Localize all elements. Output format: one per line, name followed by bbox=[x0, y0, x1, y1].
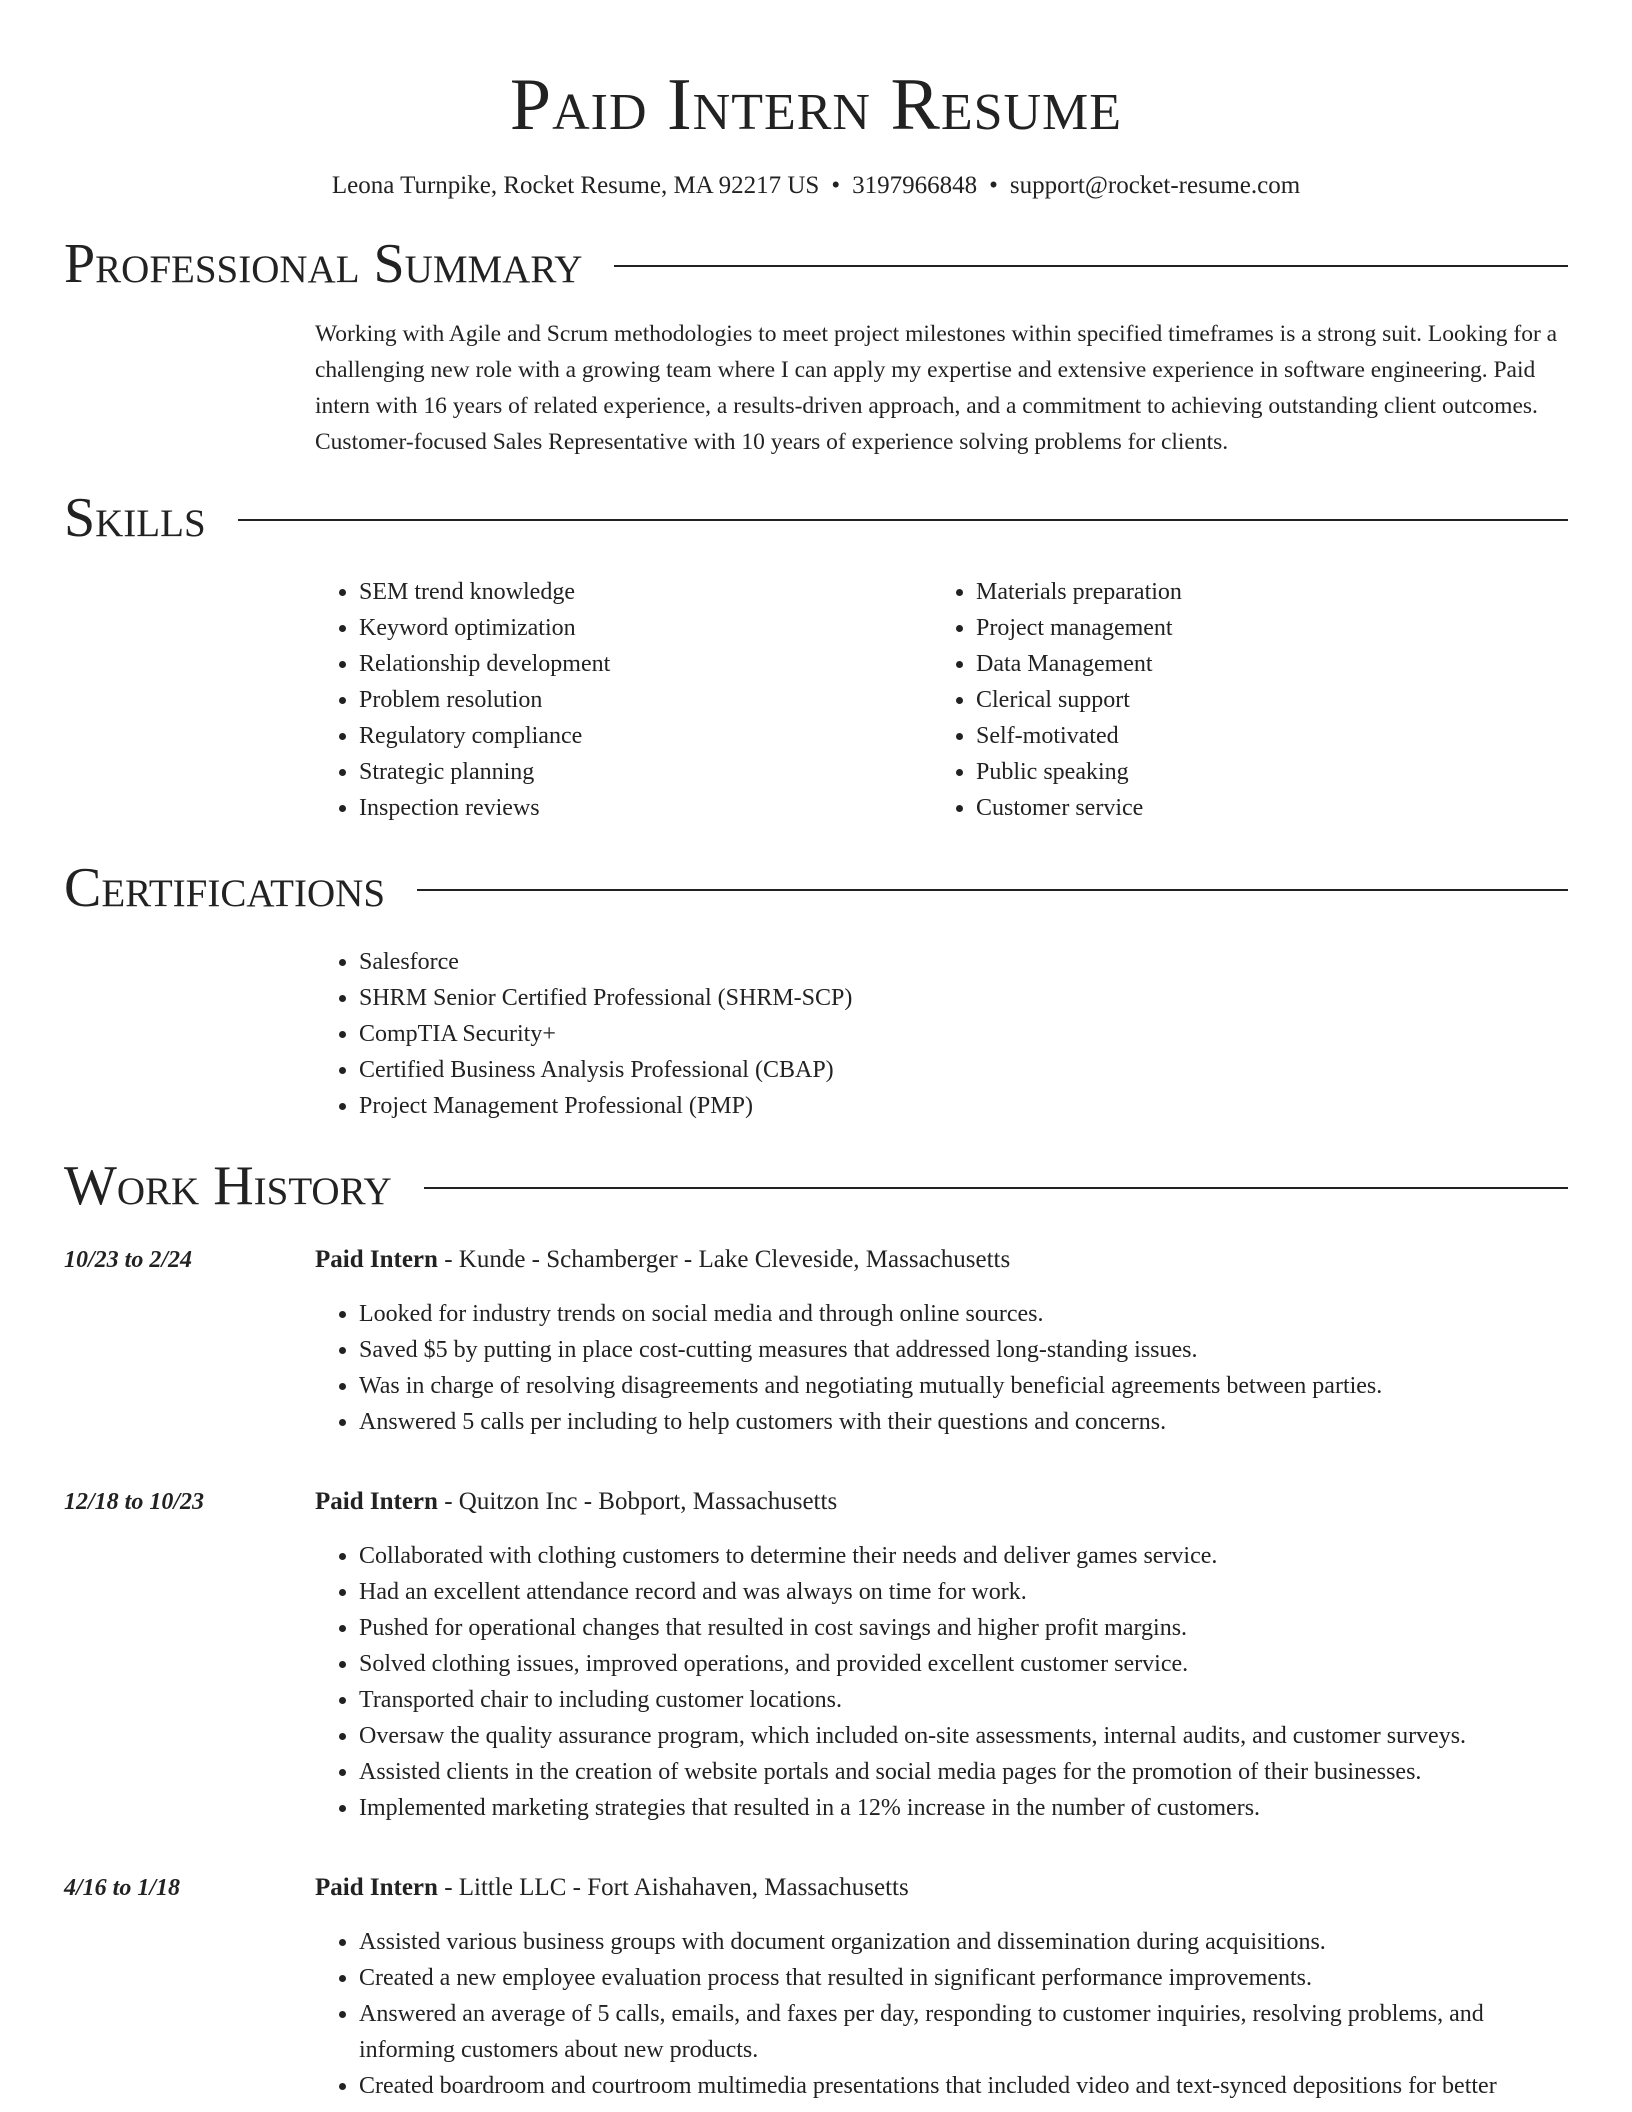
job-header bbox=[64, 1242, 1568, 1278]
skill-item: • Problem resolution bbox=[359, 682, 932, 718]
work-section-header bbox=[64, 1154, 1568, 1218]
skill-item: • Strategic planning bbox=[359, 754, 932, 790]
summary-text: Working with Agile and Scrum methodologies to meet project milestones within specified timeframes is a strong suit. Looking for a challenging new role with a growing team where I can apply my expertise and extensive experience in software engineering. Paid intern with 16 years of related experience, a results-driven approach, and a commitment to achieving outstanding client outcomes. Customer-focused Sales Representative with 10 years of experience solving problems for clients. bbox=[315, 321, 1558, 455]
contact-separator: • bbox=[989, 172, 998, 199]
job-header bbox=[64, 1484, 1568, 1520]
section-divider bbox=[417, 889, 1568, 891]
job-duty-item: • Answered an average of 5 calls, emails, and faxes per day, responding to customer inquiries, resolving problems, and informing customers about new products. bbox=[359, 1996, 1568, 2068]
job-duty-item: • Looked for industry trends on social media and through online sources. bbox=[359, 1296, 1568, 1332]
skill-item: • Data Management bbox=[976, 646, 1549, 682]
certification-item: • Salesforce bbox=[359, 944, 1568, 980]
skill-item: • Inspection reviews bbox=[359, 790, 932, 826]
job-duty-item: • Created a new employee evaluation process that resulted in significant performance improvements. bbox=[359, 1960, 1568, 1996]
job-duty-item: • Oversaw the quality assurance program, which included on-site assessments, internal audits, and customer surveys. bbox=[359, 1718, 1568, 1754]
job-dates: 4/16 to 1/18 bbox=[64, 1875, 181, 1901]
skill-item: • Keyword optimization bbox=[359, 610, 932, 646]
skills-list-right bbox=[932, 574, 1549, 826]
job-duty-item: • Answered 5 calls per including to help customers with their questions and concerns. bbox=[359, 1404, 1568, 1440]
contact-address: Leona Turnpike, Rocket Resume, MA 92217 US bbox=[331, 172, 820, 199]
job-duty-item: • Assisted various business groups with document organization and dissemination during acquisitions. bbox=[359, 1924, 1568, 1960]
skill-item: • Project management bbox=[976, 610, 1549, 646]
job-header bbox=[64, 1870, 1568, 1906]
skill-item: • Relationship development bbox=[359, 646, 932, 682]
job-title-line bbox=[315, 1242, 1010, 1278]
skills-section-header bbox=[64, 486, 1568, 550]
job-duty-item: • Transported chair to including customer locations. bbox=[359, 1682, 1568, 1718]
job-duties-list bbox=[315, 1924, 1568, 2104]
section-divider bbox=[238, 519, 1568, 521]
job-entry bbox=[64, 1870, 1568, 2104]
certifications-list bbox=[315, 944, 1568, 1124]
certification-item: • Certified Business Analysis Professional (CBAP) bbox=[359, 1052, 1568, 1088]
job-duty-item: • Collaborated with clothing customers to determine their needs and deliver games service. bbox=[359, 1538, 1568, 1574]
summary-section-header bbox=[64, 232, 1568, 296]
skills-list-left bbox=[315, 574, 932, 826]
job-duty-item: • Solved clothing issues, improved operations, and provided excellent customer service. bbox=[359, 1646, 1568, 1682]
contact-email: support@rocket-resume.com bbox=[1009, 172, 1301, 199]
skill-item: • Regulatory compliance bbox=[359, 718, 932, 754]
job-employer: - Kunde - Schamberger - Lake Cleveside, Massachusetts bbox=[437, 1246, 1011, 1273]
skill-item: • Public speaking bbox=[976, 754, 1549, 790]
contact-separator: • bbox=[831, 172, 841, 199]
certifications-heading: Certifications bbox=[64, 857, 386, 919]
job-duty-item: • Had an excellent attendance record and was always on time for work. bbox=[359, 1574, 1568, 1610]
section-divider bbox=[614, 265, 1568, 267]
skill-item: • Materials preparation bbox=[976, 574, 1549, 610]
certifications-section-header bbox=[64, 856, 1568, 920]
job-duty-item: • Created boardroom and courtroom multimedia presentations that included video and text-synced depositions for better bbox=[359, 2068, 1568, 2104]
job-duty-item: • Pushed for operational changes that resulted in cost savings and higher profit margins. bbox=[359, 1610, 1568, 1646]
resume-page bbox=[64, 0, 1568, 2112]
skill-item: • Self-motivated bbox=[976, 718, 1549, 754]
certification-item: • SHRM Senior Certified Professional (SHRM-SCP) bbox=[359, 980, 1568, 1016]
skills-heading: Skills bbox=[64, 487, 206, 549]
skill-item: • Customer service bbox=[976, 790, 1549, 826]
summary-heading: Professional Summary bbox=[64, 233, 583, 295]
job-role: Paid Intern bbox=[315, 1246, 438, 1273]
job-entry bbox=[64, 1484, 1568, 1826]
job-entry bbox=[64, 1242, 1568, 1440]
contact-line bbox=[64, 168, 1568, 204]
contact-phone: 3197966848 bbox=[852, 172, 978, 199]
job-employer: - Little LLC - Fort Aishahaven, Massachusetts bbox=[437, 1874, 909, 1901]
job-dates: 10/23 to 2/24 bbox=[64, 1247, 193, 1273]
job-duty-item: • Assisted clients in the creation of website portals and social media pages for the promotion of their businesses. bbox=[359, 1754, 1568, 1790]
job-duty-item: • Implemented marketing strategies that resulted in a 12% increase in the number of customers. bbox=[359, 1790, 1568, 1826]
skills-grid bbox=[315, 574, 1568, 826]
job-role: Paid Intern bbox=[315, 1874, 438, 1901]
resume-title: Paid Intern Resume bbox=[509, 64, 1123, 146]
job-duties-list bbox=[315, 1538, 1568, 1826]
job-duty-item: • Was in charge of resolving disagreements and negotiating mutually beneficial agreements between parties. bbox=[359, 1368, 1568, 1404]
skill-item: • Clerical support bbox=[976, 682, 1549, 718]
job-title-line bbox=[315, 1870, 909, 1906]
job-duty-item: • Saved $5 by putting in place cost-cutting measures that addressed long-standing issues. bbox=[359, 1332, 1568, 1368]
skill-item: • SEM trend knowledge bbox=[359, 574, 932, 610]
certification-item: • CompTIA Security+ bbox=[359, 1016, 1568, 1052]
job-title-line bbox=[315, 1484, 837, 1520]
certification-item: • Project Management Professional (PMP) bbox=[359, 1088, 1568, 1124]
job-role: Paid Intern bbox=[315, 1488, 438, 1515]
job-employer: - Quitzon Inc - Bobport, Massachusetts bbox=[437, 1488, 838, 1515]
work-history-list bbox=[64, 1242, 1568, 2104]
work-heading: Work History bbox=[64, 1155, 392, 1217]
section-divider bbox=[424, 1187, 1568, 1189]
job-duties-list bbox=[315, 1296, 1568, 1440]
job-dates: 12/18 to 10/23 bbox=[64, 1489, 205, 1515]
